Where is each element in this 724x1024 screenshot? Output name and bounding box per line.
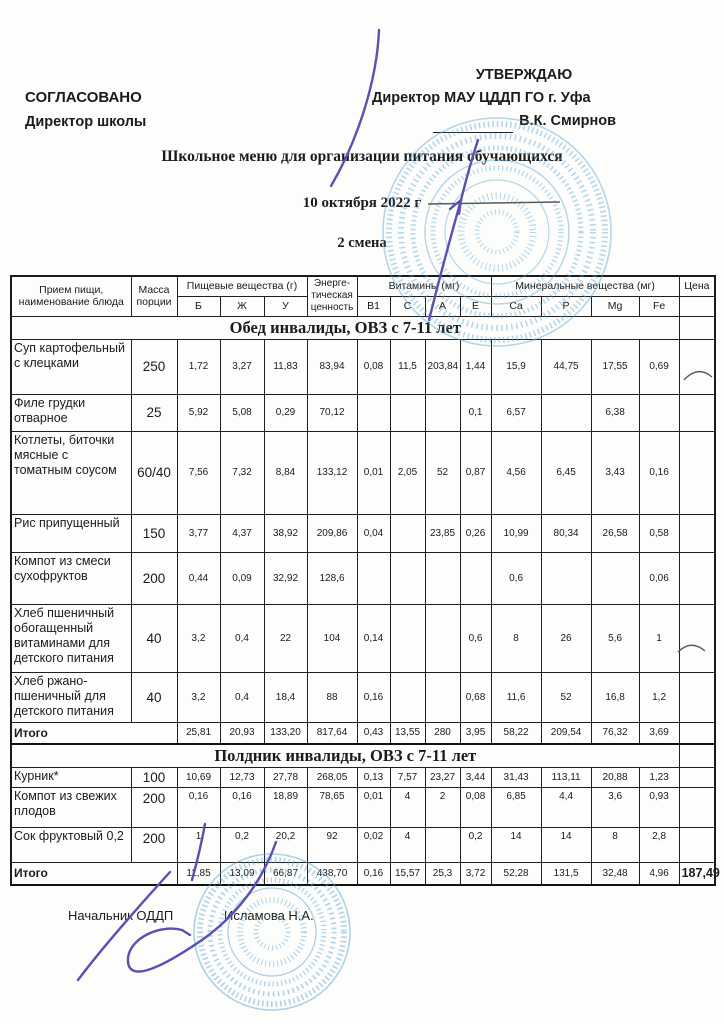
value-cell: 1,44 xyxy=(460,339,491,394)
total-value-cell: 817,64 xyxy=(307,722,357,744)
dish-cell: Котлеты, биточки мясные с томатным соусом xyxy=(11,431,131,514)
value-cell: 4,56 xyxy=(491,431,541,514)
value-cell: 20,88 xyxy=(591,768,639,788)
total-value-cell: 438,70 xyxy=(307,863,357,885)
value-cell: 11,6 xyxy=(491,672,541,722)
mass-cell: 150 xyxy=(131,514,177,552)
total-row xyxy=(11,722,715,744)
total-value-cell: 52,28 xyxy=(491,863,541,885)
sub-column-header: Б xyxy=(177,296,220,316)
value-cell: 10,69 xyxy=(177,768,220,788)
total-value-cell: 25,3 xyxy=(425,863,460,885)
dish-cell: Хлеб ржано-пшеничный для детского питания xyxy=(11,672,131,722)
total-value-cell: 3,72 xyxy=(460,863,491,885)
value-cell: 0,44 xyxy=(177,552,220,604)
footer-name: Исламова Н.А. xyxy=(224,908,314,923)
value-cell xyxy=(390,552,425,604)
value-cell: 6,45 xyxy=(541,431,591,514)
total-value-cell: 15,57 xyxy=(390,863,425,885)
value-cell: 1 xyxy=(177,828,220,863)
total-value-cell: 4,96 xyxy=(639,863,679,885)
price-cell xyxy=(679,768,715,788)
total-price-cell xyxy=(679,722,715,744)
sub-column-header: Fe xyxy=(639,296,679,316)
mass-cell: 60/40 xyxy=(131,431,177,514)
value-cell: 133,12 xyxy=(307,431,357,514)
value-cell: 0,01 xyxy=(357,788,390,828)
signature-line xyxy=(433,118,513,133)
value-cell: 0,1 xyxy=(460,394,491,431)
mass-cell: 40 xyxy=(131,604,177,672)
price-cell xyxy=(679,672,715,722)
total-value-cell: 131,5 xyxy=(541,863,591,885)
energy-column-header: Энергетическая ценность xyxy=(307,276,357,316)
total-value-cell: 0,43 xyxy=(357,722,390,744)
sub-column-header: P xyxy=(541,296,591,316)
section-title: Обед инвалиды, ОВЗ с 7-11 лет xyxy=(11,316,679,339)
total-row xyxy=(11,863,715,885)
value-cell xyxy=(357,552,390,604)
total-price-cell: 187,49 xyxy=(679,863,715,885)
agreed-role: Директор школы xyxy=(25,114,147,130)
value-cell: 0,04 xyxy=(357,514,390,552)
value-cell: 0,4 xyxy=(220,672,264,722)
value-cell xyxy=(425,394,460,431)
dish-cell: Компот из свежих плодов xyxy=(11,788,131,828)
value-cell xyxy=(639,394,679,431)
value-cell: 0,6 xyxy=(491,552,541,604)
value-cell: 11,83 xyxy=(264,339,307,394)
value-cell: 0,93 xyxy=(639,788,679,828)
value-cell xyxy=(357,394,390,431)
minerals-group-header: Минеральные вещества (мг) xyxy=(491,276,679,296)
value-cell: 1 xyxy=(639,604,679,672)
mass-cell: 100 xyxy=(131,768,177,788)
value-cell: 0,16 xyxy=(357,672,390,722)
price-cell xyxy=(679,339,715,394)
mass-cell: 200 xyxy=(131,788,177,828)
total-value-cell: 32,48 xyxy=(591,863,639,885)
value-cell: 1,23 xyxy=(639,768,679,788)
dish-cell: Сок фруктовый 0,2 xyxy=(11,828,131,863)
value-cell: 0,4 xyxy=(220,604,264,672)
sub-column-header: A xyxy=(425,296,460,316)
value-cell: 4,37 xyxy=(220,514,264,552)
value-cell: 2,05 xyxy=(390,431,425,514)
value-cell: 3,27 xyxy=(220,339,264,394)
price-cell xyxy=(679,744,715,768)
value-cell: 104 xyxy=(307,604,357,672)
value-cell: 3,44 xyxy=(460,768,491,788)
sub-column-header: Ca xyxy=(491,296,541,316)
value-cell xyxy=(425,828,460,863)
value-cell xyxy=(390,672,425,722)
total-value-cell: 20,93 xyxy=(220,722,264,744)
value-cell: 113,11 xyxy=(541,768,591,788)
value-cell xyxy=(460,552,491,604)
value-cell: 0,06 xyxy=(639,552,679,604)
mass-cell: 200 xyxy=(131,828,177,863)
value-cell: 8,84 xyxy=(264,431,307,514)
sub-column-header: B1 xyxy=(357,296,390,316)
value-cell: 22 xyxy=(264,604,307,672)
footer-position: Начальник ОДДП xyxy=(68,908,174,923)
document-date: 10 октября 2022 г xyxy=(302,195,422,211)
value-cell: 3,2 xyxy=(177,672,220,722)
value-cell: 0,16 xyxy=(220,788,264,828)
value-cell: 16,8 xyxy=(591,672,639,722)
price-column-header: Цена xyxy=(679,276,715,296)
approved-name: В.К. Смирнов xyxy=(519,113,616,129)
meal-column-header: Прием пищи, наименование блюда xyxy=(11,276,131,316)
value-cell xyxy=(390,394,425,431)
value-cell xyxy=(390,604,425,672)
value-cell: 8 xyxy=(591,828,639,863)
price-cell xyxy=(679,552,715,604)
sub-column-header: У xyxy=(264,296,307,316)
total-value-cell: 0,16 xyxy=(357,863,390,885)
value-cell: 5,08 xyxy=(220,394,264,431)
value-cell: 4,4 xyxy=(541,788,591,828)
value-cell xyxy=(425,672,460,722)
price-cell xyxy=(679,788,715,828)
value-cell: 14 xyxy=(541,828,591,863)
value-cell: 2,8 xyxy=(639,828,679,863)
sub-column-header: E xyxy=(460,296,491,316)
value-cell: 0,16 xyxy=(639,431,679,514)
value-cell: 0,09 xyxy=(220,552,264,604)
value-cell: 32,92 xyxy=(264,552,307,604)
table-row xyxy=(11,394,715,431)
section-title: Полдник инвалиды, ОВЗ с 7-11 лет xyxy=(11,744,679,768)
value-cell: 0,14 xyxy=(357,604,390,672)
value-cell: 83,94 xyxy=(307,339,357,394)
value-cell: 52 xyxy=(425,431,460,514)
value-cell: 12,73 xyxy=(220,768,264,788)
section-header-row xyxy=(11,316,715,339)
price-cell xyxy=(679,604,715,672)
total-value-cell: 133,20 xyxy=(264,722,307,744)
approved-role: Директор МАУ ЦДДП ГО г. Уфа xyxy=(372,90,591,106)
value-cell: 27,78 xyxy=(264,768,307,788)
value-cell: 38,92 xyxy=(264,514,307,552)
value-cell: 6,57 xyxy=(491,394,541,431)
price-cell xyxy=(679,514,715,552)
total-value-cell: 3,95 xyxy=(460,722,491,744)
dish-cell: Рис припущенный xyxy=(11,514,131,552)
value-cell: 78,65 xyxy=(307,788,357,828)
total-label: Итого xyxy=(11,863,177,885)
value-cell: 26 xyxy=(541,604,591,672)
value-cell xyxy=(390,514,425,552)
total-value-cell: 58,22 xyxy=(491,722,541,744)
sub-column-header: Mg xyxy=(591,296,639,316)
value-cell: 0,6 xyxy=(460,604,491,672)
total-value-cell: 209,54 xyxy=(541,722,591,744)
value-cell: 26,58 xyxy=(591,514,639,552)
table-row xyxy=(11,828,715,863)
value-cell: 1,72 xyxy=(177,339,220,394)
total-value-cell: 13,55 xyxy=(390,722,425,744)
total-value-cell: 76,32 xyxy=(591,722,639,744)
agreed-title: СОГЛАСОВАНО xyxy=(25,89,142,106)
value-cell: 0,01 xyxy=(357,431,390,514)
value-cell: 0,02 xyxy=(357,828,390,863)
value-cell: 0,58 xyxy=(639,514,679,552)
value-cell: 92 xyxy=(307,828,357,863)
table-row xyxy=(11,431,715,514)
value-cell: 6,85 xyxy=(491,788,541,828)
value-cell: 80,34 xyxy=(541,514,591,552)
value-cell: 0,2 xyxy=(220,828,264,863)
agreed-block xyxy=(25,86,146,134)
value-cell: 0,13 xyxy=(357,768,390,788)
value-cell: 3,2 xyxy=(177,604,220,672)
value-cell: 70,12 xyxy=(307,394,357,431)
value-cell: 209,86 xyxy=(307,514,357,552)
price-cell xyxy=(679,828,715,863)
value-cell: 18,89 xyxy=(264,788,307,828)
value-cell: 23,27 xyxy=(425,768,460,788)
value-cell: 0,2 xyxy=(460,828,491,863)
section-header-row xyxy=(11,744,715,768)
table-row xyxy=(11,604,715,672)
value-cell: 3,6 xyxy=(591,788,639,828)
value-cell xyxy=(591,552,639,604)
value-cell: 23,85 xyxy=(425,514,460,552)
price-cell xyxy=(679,394,715,431)
value-cell: 7,32 xyxy=(220,431,264,514)
value-cell: 8 xyxy=(491,604,541,672)
table-row xyxy=(11,768,715,788)
dish-cell: Компот из смеси сухофруктов xyxy=(11,552,131,604)
value-cell xyxy=(541,394,591,431)
value-cell: 11,5 xyxy=(390,339,425,394)
value-cell: 5,92 xyxy=(177,394,220,431)
value-cell: 4 xyxy=(390,788,425,828)
value-cell: 0,69 xyxy=(639,339,679,394)
value-cell: 4 xyxy=(390,828,425,863)
shift-label: 2 смена xyxy=(337,235,387,251)
table-row xyxy=(11,672,715,722)
value-cell: 128,6 xyxy=(307,552,357,604)
value-cell: 0,29 xyxy=(264,394,307,431)
value-cell: 44,75 xyxy=(541,339,591,394)
mass-cell: 25 xyxy=(131,394,177,431)
value-cell: 6,38 xyxy=(591,394,639,431)
value-cell: 0,08 xyxy=(460,788,491,828)
value-cell: 18,4 xyxy=(264,672,307,722)
dish-cell: Филе грудки отварное xyxy=(11,394,131,431)
total-label: Итого xyxy=(11,722,177,744)
value-cell: 0,68 xyxy=(460,672,491,722)
value-cell xyxy=(425,604,460,672)
price-cell xyxy=(679,431,715,514)
price-cell xyxy=(679,316,715,339)
value-cell xyxy=(541,552,591,604)
total-value-cell: 11,85 xyxy=(177,863,220,885)
value-cell: 0,16 xyxy=(177,788,220,828)
mass-column-header: Масса порции xyxy=(131,276,177,316)
value-cell: 3,77 xyxy=(177,514,220,552)
sub-column-header: C xyxy=(390,296,425,316)
sub-column-header xyxy=(679,296,715,316)
table-row xyxy=(11,514,715,552)
value-cell: 0,08 xyxy=(357,339,390,394)
table-row xyxy=(11,339,715,394)
table-row xyxy=(11,788,715,828)
menu-table xyxy=(10,275,720,886)
value-cell: 203,84 xyxy=(425,339,460,394)
mass-cell: 200 xyxy=(131,552,177,604)
value-cell: 268,05 xyxy=(307,768,357,788)
value-cell: 2 xyxy=(425,788,460,828)
value-cell: 15,9 xyxy=(491,339,541,394)
total-value-cell: 3,69 xyxy=(639,722,679,744)
table-row xyxy=(11,552,715,604)
dish-cell: Хлеб пшеничный обогащенный витаминами для детского питания xyxy=(11,604,131,672)
value-cell: 88 xyxy=(307,672,357,722)
total-value-cell: 25,81 xyxy=(177,722,220,744)
value-cell: 1,2 xyxy=(639,672,679,722)
vitamins-group-header: Витамины (мг) xyxy=(357,276,491,296)
value-cell: 7,57 xyxy=(390,768,425,788)
value-cell xyxy=(425,552,460,604)
approved-title: УТВЕРЖДАЮ xyxy=(475,67,573,83)
mass-cell: 40 xyxy=(131,672,177,722)
total-value-cell: 280 xyxy=(425,722,460,744)
value-cell: 0,87 xyxy=(460,431,491,514)
value-cell: 3,43 xyxy=(591,431,639,514)
dish-cell: Курник* xyxy=(11,768,131,788)
total-value-cell: 66,87 xyxy=(264,863,307,885)
value-cell: 0,26 xyxy=(460,514,491,552)
value-cell: 10,99 xyxy=(491,514,541,552)
approved-block xyxy=(372,64,616,133)
value-cell: 7,56 xyxy=(177,431,220,514)
value-cell: 52 xyxy=(541,672,591,722)
total-value-cell: 13,09 xyxy=(220,863,264,885)
mass-cell: 250 xyxy=(131,339,177,394)
sub-column-header: Ж xyxy=(220,296,264,316)
value-cell: 17,55 xyxy=(591,339,639,394)
document-title: Школьное меню для организации питания обучающихся xyxy=(161,148,563,165)
value-cell: 5,6 xyxy=(591,604,639,672)
nutrients-group-header: Пищевые вещества (г) xyxy=(177,276,307,296)
value-cell: 14 xyxy=(491,828,541,863)
value-cell: 31,43 xyxy=(491,768,541,788)
value-cell: 20,2 xyxy=(264,828,307,863)
dish-cell: Суп картофельный с клецками xyxy=(11,339,131,394)
